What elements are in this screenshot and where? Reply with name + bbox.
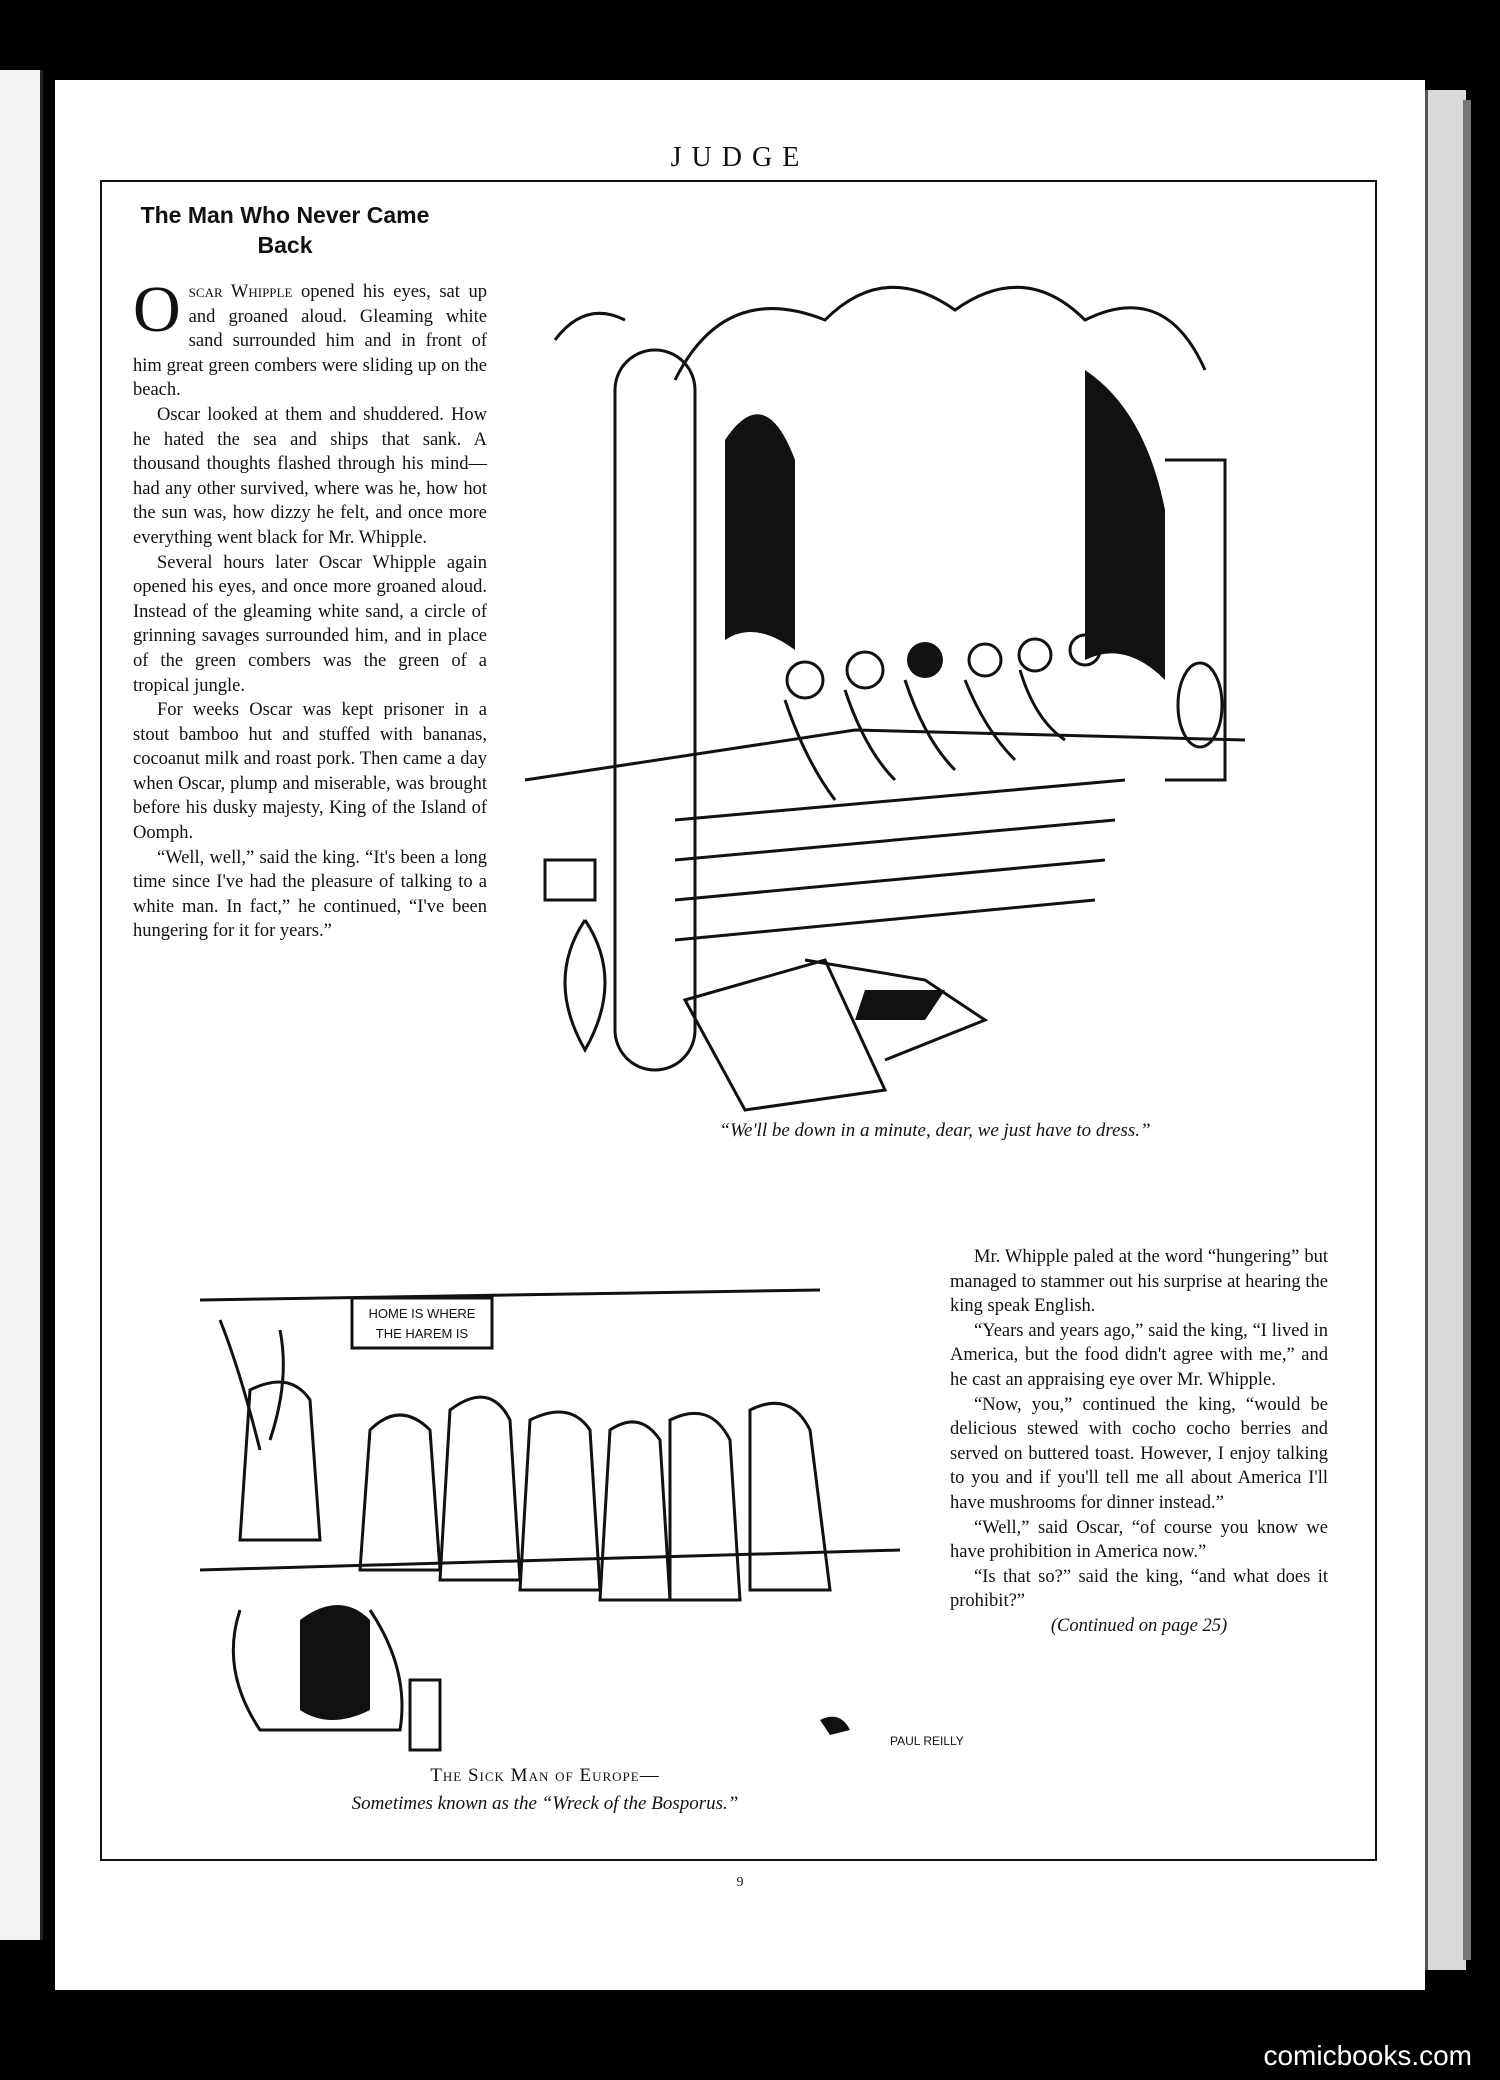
- cartoon-caption-harem: [165, 1762, 925, 1818]
- paragraph-7: “Years and years ago,” said the king, “I lived in America, but the food didn't agree with me,” and he cast an appraising eye over Mr. Whipple.: [950, 1320, 1328, 1390]
- dancers: [785, 635, 1100, 800]
- paragraph-1: Oscar Whipple opened his eyes, sat up and groaned aloud. Gleaming white sand surrounded him and in front of him great green combers were sliding up on the beach.: [133, 273, 487, 401]
- paragraph-8: “Now, you,” continued the king, “would be delicious stewed with cocho cocho berries and served on buttered toast. However, I enjoy talking to you and if you'll tell me all about America I'll have mushrooms for dinner instead.”: [950, 1394, 1328, 1513]
- article-title: The Man Who Never Came Back: [140, 202, 430, 258]
- paragraph-9: “Well,” said Oscar, “of course you know we have prohibition in America now.”: [950, 1517, 1328, 1563]
- watermark: comicbooks.com: [1263, 2040, 1472, 2071]
- facing-page-edge: [0, 70, 43, 1940]
- book-page-edges: [1425, 90, 1466, 1970]
- paragraph-2: Oscar looked at them and shuddered. How he hated the sea and ships that sank. A thousand thoughts flashed through his mind—had any other survived, where was he, how hot the sun was, how dizzy he felt, and once more everything went black for Mr. Whipple.: [133, 404, 487, 548]
- paragraph-6: Mr. Whipple paled at the word “hungering” but managed to stammer out his surprise at hearing the king speak English.: [950, 1247, 1328, 1317]
- left-column: [133, 273, 487, 944]
- masthead: JUDGE: [670, 142, 810, 173]
- artist-signature: PAUL REILLY: [890, 1734, 964, 1748]
- cartoon-harem-illustration: [200, 1290, 964, 1760]
- paragraph-4: For weeks Oscar was kept prisoner in a stout bamboo hut and stuffed with bananas, cocoanut milk and roast pork. Then came a day when Oscar, plump and miserable, was brought before his dusky majesty, King of the Island of Oomph.: [133, 700, 487, 844]
- harem-sign-line1: HOME IS WHERE: [368, 1306, 476, 1321]
- magazine-page: [55, 80, 1425, 1990]
- right-column: [950, 1245, 1328, 1639]
- caption-harem-line1: The Sick Man of Europe—: [430, 1765, 660, 1786]
- book-spine-edge: [1463, 100, 1471, 1960]
- paragraph-5: “Well, well,” said the king. “It's been a long time since I've had the pleasure of talking to a white man. In fact,” he continued, “I've been hungering for it for years.”: [133, 847, 487, 942]
- caption-harem-line2: Sometimes known as the “Wreck of the Bosporus.”: [351, 1793, 739, 1814]
- cartoon-palace-illustration: [525, 260, 1325, 1110]
- continued-note: (Continued on page 25): [1050, 1615, 1228, 1636]
- drop-cap: O: [133, 273, 181, 346]
- cartoon-caption-palace: “We'll be down in a minute, dear, we just have to dress.”: [719, 1120, 1151, 1141]
- harem-sign-line2: THE HAREM IS: [375, 1326, 469, 1341]
- paragraph-10: “Is that so?” said the king, “and what does it prohibit?”: [950, 1566, 1328, 1612]
- page-number: 9: [736, 1875, 744, 1890]
- paragraph-3: Several hours later Oscar Whipple again opened his eyes, and once more groaned aloud. Instead of the gleaming white sand, a circle of grinning savages surrounded him, and in place of the green combers was the green of a tropical jungle.: [133, 552, 487, 696]
